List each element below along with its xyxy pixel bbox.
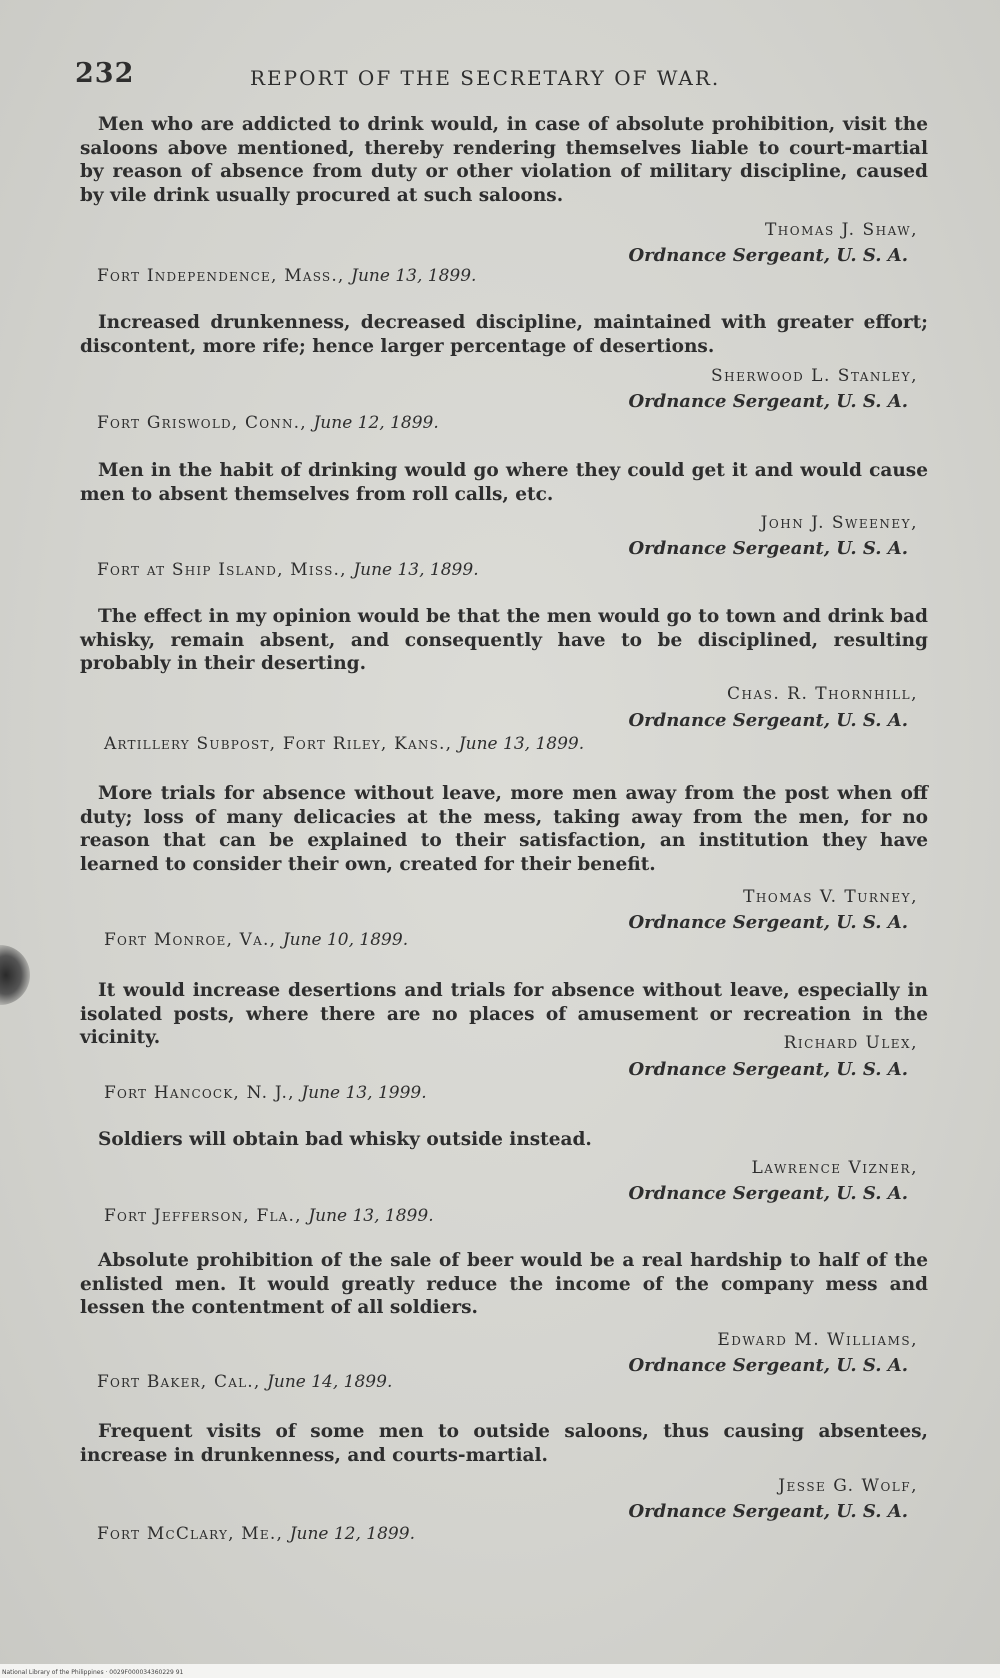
signatory-title: Ordnance Sergeant, U. S. A. (628, 912, 908, 933)
place-line (104, 734, 584, 754)
entry-text: The effect in my opinion would be that the men would go to town and drink bad whisky, remain absent, and consequently have to be disciplined, resulting probably in their deserting. (80, 606, 928, 674)
signatory-name: Sherwood L. Stanley, (711, 366, 918, 386)
place-line (104, 930, 408, 950)
signatory-title: Ordnance Sergeant, U. S. A. (628, 538, 908, 559)
signatory-name: Jesse G. Wolf, (778, 1476, 918, 1496)
signatory-title: Ordnance Sergeant, U. S. A. (628, 1059, 908, 1080)
date: June 13, 1899. (353, 560, 479, 580)
signatory-title: Ordnance Sergeant, U. S. A. (628, 710, 908, 731)
entry-text: Soldiers will obtain bad whisky outside instead. (98, 1129, 592, 1150)
place-name: Fort Baker, Cal., (97, 1372, 261, 1392)
place-line (97, 1524, 415, 1544)
signatory-title: Ordnance Sergeant, U. S. A. (628, 391, 908, 412)
scan-footer (0, 1664, 1000, 1678)
signatory-title: Ordnance Sergeant, U. S. A. (628, 1355, 908, 1376)
date: June 13, 1899. (458, 734, 585, 754)
date: June 10, 1899. (282, 930, 409, 950)
signatory-name: John J. Sweeney, (760, 513, 918, 533)
place-name: Fort Griswold, Conn., (97, 413, 307, 433)
date: June 14, 1899. (267, 1372, 393, 1392)
entry-text: It would increase desertions and trials for absence without leave, especially in isolated posts, where there are no places of amusement or recreation in the vicinity. (80, 980, 928, 1048)
date: June 12, 1899. (289, 1524, 415, 1544)
signatory-name: Lawrence Vizner, (751, 1158, 918, 1178)
place-line (97, 266, 476, 286)
signatory-title: Ordnance Sergeant, U. S. A. (628, 245, 908, 266)
date: June 13, 1899. (308, 1206, 434, 1226)
place-line (97, 413, 439, 433)
place-line (104, 1083, 427, 1103)
place-name: Fort at Ship Island, Miss., (97, 560, 347, 580)
page-header (75, 58, 935, 92)
entry-text: More trials for absence without leave, more men away from the post when off duty; loss of many delicacies at the mess, taking away from the men, for no reason that can be explained to their satisfaction, an institution they have learned to consider their own, created for their benefit. (80, 783, 928, 875)
signatory-name: Edward M. Williams, (717, 1330, 918, 1350)
signatory-name: Chas. R. Thornhill, (727, 684, 918, 704)
place-name: Fort Jefferson, Fla., (104, 1206, 302, 1226)
place-name: Fort Hancock, N. J., (104, 1083, 295, 1103)
date: June 13, 1999. (301, 1083, 427, 1103)
signatory-title: Ordnance Sergeant, U. S. A. (628, 1183, 908, 1204)
place-name: Fort McClary, Me., (97, 1524, 284, 1544)
signatory-title: Ordnance Sergeant, U. S. A. (628, 1501, 908, 1522)
place-name: Fort Monroe, Va., (104, 930, 277, 950)
page-number: 232 (75, 58, 135, 89)
signatory-name: Richard Ulex, (783, 1033, 918, 1053)
scan-smudge (0, 945, 30, 1005)
entry-text: Frequent visits of some men to outside saloons, thus causing absentees, increase in drunkenness, and courts-martial. (80, 1421, 928, 1466)
signatory-name: Thomas V. Turney, (743, 887, 918, 907)
running-head: REPORT OF THE SECRETARY OF WAR. (250, 66, 721, 90)
date: June 12, 1899. (313, 413, 439, 433)
place-line (97, 560, 479, 580)
scan-footer-text: National Library of the Philippines · 0029F000034360229 91 (2, 1669, 184, 1676)
entry-text: Absolute prohibition of the sale of beer would be a real hardship to half of the enlisted men. It would greatly reduce the income of the company mess and lessen the contentment of all soldiers. (80, 1250, 928, 1318)
place-line (97, 1372, 392, 1392)
place-name: Fort Independence, Mass., (97, 266, 345, 286)
place-line (104, 1206, 434, 1226)
signatory-name: Thomas J. Shaw, (764, 220, 918, 240)
entry-text: Men who are addicted to drink would, in case of absolute prohibition, visit the saloons above mentioned, thereby rendering themselves liable to court-martial by reason of absence from duty or other violation of military discipline, caused by vile drink usually procured at such saloons. (80, 114, 928, 206)
entry-text: Increased drunkenness, decreased discipline, maintained with greater effort; discontent, more rife; hence larger percentage of desertions. (80, 312, 928, 357)
place-name: Artillery Subpost, Fort Riley, Kans., (104, 734, 453, 754)
entry-text: Men in the habit of drinking would go where they could get it and would cause men to absent themselves from roll calls, etc. (80, 460, 928, 505)
date: June 13, 1899. (351, 266, 477, 286)
